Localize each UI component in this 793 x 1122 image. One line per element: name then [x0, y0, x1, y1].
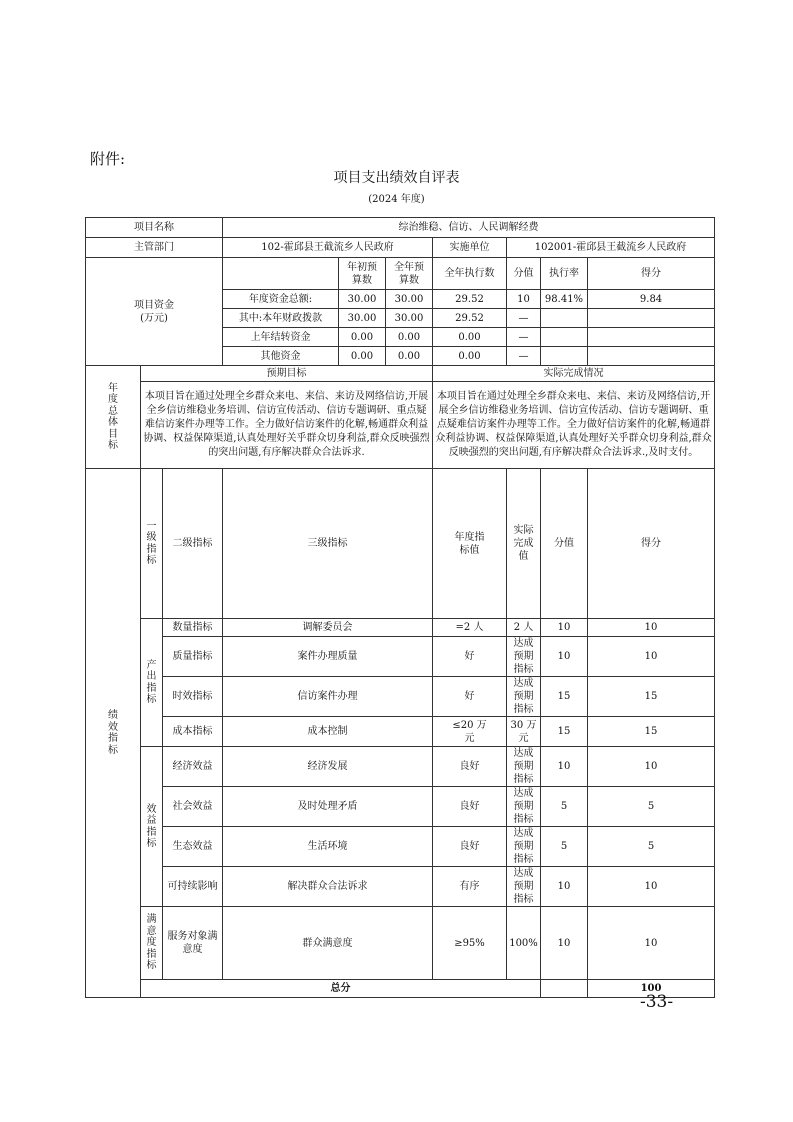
page-number: -33-: [640, 992, 674, 1012]
perf-row-target: 好: [433, 677, 507, 717]
funds-row-name: 上年结转资金: [223, 328, 339, 347]
perf-row-value: 10: [541, 637, 588, 677]
funds-col-exec: 全年执行数: [433, 258, 507, 290]
project-name-value: 综治维稳、信访、人民调解经费: [223, 218, 715, 238]
perf-row-l2: 生态效益: [163, 827, 223, 867]
perf-col-l3: 三级指标: [223, 469, 433, 619]
total-blank: [541, 980, 588, 998]
perf-row-l3: 解决群众合法诉求: [223, 867, 433, 907]
perf-row-l2: 成本指标: [163, 717, 223, 747]
row-project-name: [86, 218, 715, 238]
row-dept: [86, 238, 715, 258]
perf-row-value: 10: [541, 619, 588, 637]
perf-row-score: 15: [588, 717, 715, 747]
perf-row: [86, 637, 715, 677]
form-title: 项目支出绩效自评表: [333, 170, 460, 186]
impl-label: 实施单位: [433, 238, 507, 258]
perf-row-l3: 群众满意度: [223, 907, 433, 980]
attachment-label: 附件:: [90, 150, 126, 168]
funds-col-score: 得分: [588, 258, 715, 290]
perf-row-target: ≤20 万 元: [433, 717, 507, 747]
perf-row: [86, 827, 715, 867]
funds-row-value: —: [507, 309, 541, 328]
row-goals-header: [86, 366, 715, 382]
perf-row-l3: 经济发展: [223, 747, 433, 787]
goals-expected-label: 预期目标: [141, 366, 433, 382]
funds-row-score: [588, 347, 715, 366]
perf-row-score: 10: [588, 907, 715, 980]
funds-col-rate: 执行率: [541, 258, 588, 290]
goals-expected-text: 本项目旨在通过处理全乡群众来电、来信、来访及网络信访,开展全乡信访维稳业务培训、信访宣传活动、信访专题调研、重点疑难信访案件办理等工作。全力做好信访案件的化解,畅通群众利益协调、权益保障渠道,认真处理好关乎群众切身利益,群众反映强烈的突出问题,有序解决群众合法诉求.: [141, 382, 433, 469]
perf-row-l2: 时效指标: [163, 677, 223, 717]
funds-row-score: 9.84: [588, 290, 715, 309]
perf-row-value: 15: [541, 717, 588, 747]
perf-row-actual: 达成预期指标: [507, 827, 541, 867]
perf-row-actual: 达成预期指标: [507, 787, 541, 827]
perf-row-l2: 服务对象满 意度: [163, 907, 223, 980]
funds-blank: [223, 258, 339, 290]
form-subtitle: (2024 年度): [368, 194, 425, 205]
perf-col-actual: 实际完成值: [507, 469, 541, 619]
row-perf-header: [86, 469, 715, 619]
row-goals-text: [86, 382, 715, 469]
row-funds-header: [86, 258, 715, 290]
funds-row-score: [588, 309, 715, 328]
perf-row-actual: 2 人: [507, 619, 541, 637]
perf-row-l3: 调解委员会: [223, 619, 433, 637]
funds-row-initial: 0.00: [339, 347, 386, 366]
goals-label: 年 度 总 体 目 标: [86, 366, 141, 469]
perf-row-l2: 数量指标: [163, 619, 223, 637]
funds-row-name: 年度资金总额:: [223, 290, 339, 309]
total-label: 总分: [141, 980, 541, 998]
perf-row-score: 10: [588, 867, 715, 907]
dept-label: 主管部门: [86, 238, 223, 258]
funds-row-full: 30.00: [386, 290, 433, 309]
perf-row-l3: 生活环境: [223, 827, 433, 867]
perf-row-value: 5: [541, 787, 588, 827]
perf-row-target: 良好: [433, 747, 507, 787]
perf-row-target: ≥95%: [433, 907, 507, 980]
perf-row-value: 10: [541, 867, 588, 907]
perf-row-l3: 信访案件办理: [223, 677, 433, 717]
total-value: 100: [588, 980, 715, 998]
perf-row: [86, 677, 715, 717]
perf-row-target: 良好: [433, 787, 507, 827]
perf-row: [86, 787, 715, 827]
funds-row-score: [588, 328, 715, 347]
funds-row-name: 其他资金: [223, 347, 339, 366]
perf-group-benefit: 效 益 指 标: [141, 747, 163, 907]
funds-row-value: —: [507, 347, 541, 366]
perf-row-actual: 30 万元: [507, 717, 541, 747]
funds-row-initial: 30.00: [339, 290, 386, 309]
funds-col-value: 分值: [507, 258, 541, 290]
project-name-label: 项目名称: [86, 218, 223, 238]
perf-row-value: 15: [541, 677, 588, 717]
funds-row-rate: [541, 347, 588, 366]
perf-row-target: 良好: [433, 827, 507, 867]
funds-row-full: 0.00: [386, 328, 433, 347]
perf-row: [86, 867, 715, 907]
perf-row-score: 10: [588, 747, 715, 787]
perf-row-actual: 达成预期指标: [507, 677, 541, 717]
perf-col-l2: 二级指标: [163, 469, 223, 619]
perf-row-actual: 达成预期指标: [507, 867, 541, 907]
perf-col-l1: 一 级 指 标: [141, 469, 163, 619]
perf-row-l2: 经济效益: [163, 747, 223, 787]
perf-row-l2: 社会效益: [163, 787, 223, 827]
funds-row-initial: 30.00: [339, 309, 386, 328]
perf-row: [86, 619, 715, 637]
perf-row-l2: 可持续影响: [163, 867, 223, 907]
perf-group-output: 产 出 指 标: [141, 619, 163, 747]
perf-row-score: 10: [588, 637, 715, 677]
perf-row: [86, 717, 715, 747]
perf-label: 绩 效 指 标: [86, 469, 141, 998]
perf-col-value: 分值: [541, 469, 588, 619]
funds-col-initial: 年初预 算数: [339, 258, 386, 290]
perf-row-actual: 达成预期指标: [507, 637, 541, 677]
funds-row-rate: 98.41%: [541, 290, 588, 309]
perf-row-l3: 及时处理矛盾: [223, 787, 433, 827]
perf-row-target: =2 人: [433, 619, 507, 637]
perf-row-score: 5: [588, 787, 715, 827]
funds-row-exec: 0.00: [433, 347, 507, 366]
funds-label: 项目资金 (万元): [86, 258, 223, 366]
funds-row-full: 30.00: [386, 309, 433, 328]
perf-row-target: 有序: [433, 867, 507, 907]
funds-row-initial: 0.00: [339, 328, 386, 347]
impl-value: 102001-霍邱县王截流乡人民政府: [507, 238, 715, 258]
perf-row-score: 5: [588, 827, 715, 867]
perf-col-target: 年度指 标值: [433, 469, 507, 619]
funds-col-full: 全年预 算数: [386, 258, 433, 290]
perf-row-actual: 达成预期指标: [507, 747, 541, 787]
funds-row-value: 10: [507, 290, 541, 309]
funds-row-value: —: [507, 328, 541, 347]
funds-row-full: 0.00: [386, 347, 433, 366]
perf-row-actual: 100%: [507, 907, 541, 980]
perf-row-score: 15: [588, 677, 715, 717]
perf-col-score: 得分: [588, 469, 715, 619]
perf-row-target: 好: [433, 637, 507, 677]
row-total: [86, 980, 715, 998]
funds-row-rate: [541, 309, 588, 328]
perf-row-l3: 成本控制: [223, 717, 433, 747]
perf-row-value: 10: [541, 907, 588, 980]
perf-row-value: 10: [541, 747, 588, 787]
funds-row-exec: 0.00: [433, 328, 507, 347]
dept-value: 102-霍邱县王截流乡人民政府: [223, 238, 433, 258]
perf-row-l2: 质量指标: [163, 637, 223, 677]
perf-group-satisfaction: 满 意 度 指 标: [141, 907, 163, 980]
perf-row-value: 5: [541, 827, 588, 867]
performance-evaluation-table: [85, 217, 715, 998]
perf-row: [86, 747, 715, 787]
funds-row-exec: 29.52: [433, 309, 507, 328]
perf-row-l3: 案件办理质量: [223, 637, 433, 677]
perf-row-score: 10: [588, 619, 715, 637]
goals-actual-text: 本项目旨在通过处理全乡群众来电、来信、来访及网络信访,开展全乡信访维稳业务培训、信访宣传活动、信访专题调研、重点疑难信访案件办理等工作。全力做好信访案件的化解,畅通群众利益协调、权益保障渠道,认真处理好关乎群众切身利益,群众反映强烈的突出问题,有序解决群众合法诉求.,及时支付。: [433, 382, 715, 469]
funds-row-name: 其中:本年财政拨款: [223, 309, 339, 328]
funds-row-rate: [541, 328, 588, 347]
funds-row-exec: 29.52: [433, 290, 507, 309]
goals-actual-label: 实际完成情况: [433, 366, 715, 382]
perf-row: [86, 907, 715, 980]
